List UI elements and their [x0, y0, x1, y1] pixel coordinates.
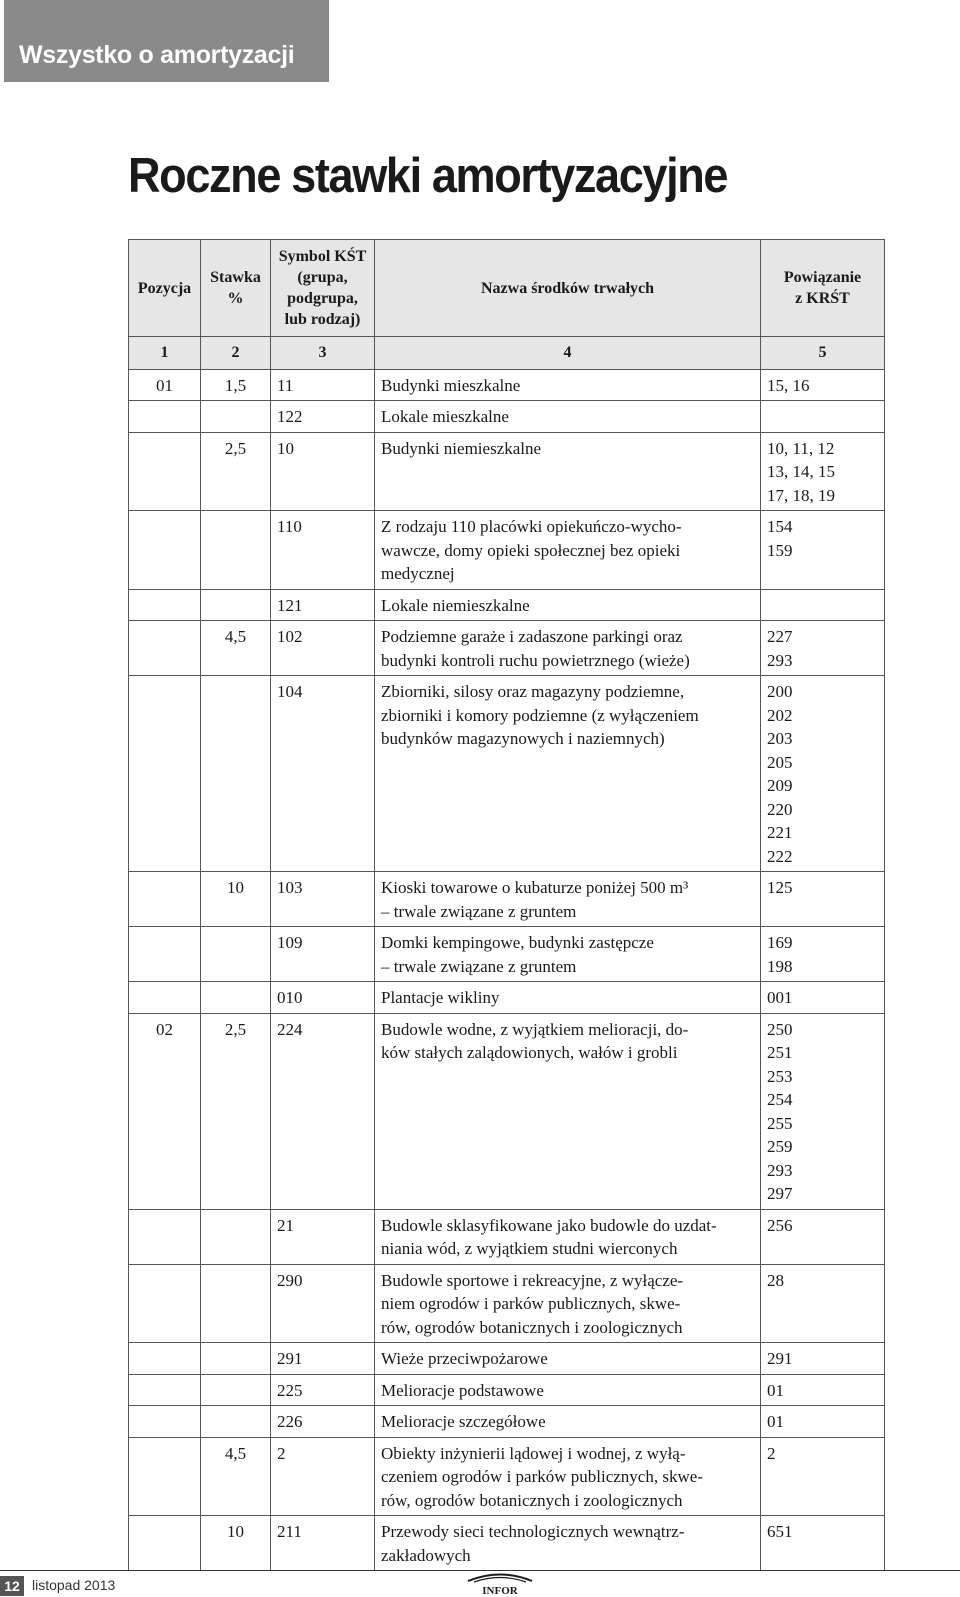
name-cell-line: rów, ogrodów botanicznych i zoologicznych [381, 1490, 683, 1510]
name-cell-line: Wieże przeciwpożarowe [381, 1349, 548, 1368]
relation-cell [761, 872, 885, 927]
symbol-cell: 290 [271, 1264, 375, 1343]
relation-cell-line: 255 [767, 1113, 793, 1133]
name-cell-line: Kioski towarowe o kubaturze poniżej 500 m³ [381, 878, 689, 897]
page-number: 12 [0, 1576, 24, 1596]
rate-cell: 4,5 [201, 1437, 271, 1516]
position-cell [129, 927, 201, 982]
rate-cell: 4,5 [201, 621, 271, 676]
position-cell [129, 1406, 201, 1438]
rate-cell [201, 1406, 271, 1438]
name-cell [375, 511, 761, 590]
position-cell: 01 [129, 369, 201, 401]
rate-cell [201, 1209, 271, 1264]
name-cell [375, 982, 761, 1014]
relation-cell-line: 250 [767, 1019, 793, 1039]
position-cell: 02 [129, 1013, 201, 1209]
relation-cell-line: 13, 14, 15 [767, 462, 835, 481]
relation-cell-line: 154 [767, 517, 793, 536]
relation-cell-line: 125 [767, 878, 793, 897]
name-cell-line: czeniem ogrodów i parków publicznych, skwe- [381, 1467, 703, 1486]
position-cell [129, 1209, 201, 1264]
relation-cell [761, 1013, 885, 1209]
name-cell-line: Lokale mieszkalne [381, 407, 509, 426]
column-number: 3 [271, 337, 375, 370]
name-cell-line: Melioracje szczegółowe [381, 1412, 546, 1431]
name-cell-line: Budynki mieszkalne [381, 375, 521, 395]
symbol-cell: 224 [271, 1013, 375, 1209]
relation-cell [761, 982, 885, 1014]
column-number-row [129, 337, 885, 370]
relation-cell [761, 1209, 885, 1264]
section-tab [4, 0, 329, 82]
symbol-cell: 109 [271, 927, 375, 982]
name-cell [375, 1209, 761, 1264]
relation-cell [761, 1374, 885, 1406]
column-number: 1 [129, 337, 201, 370]
header-stawka: Stawka % [201, 240, 271, 337]
symbol-cell: 102 [271, 621, 375, 676]
relation-cell-line: 200 [767, 682, 793, 701]
table-row [129, 1209, 885, 1264]
position-cell [129, 1437, 201, 1516]
relation-cell-line: 2 [767, 1443, 776, 1463]
name-cell [375, 1013, 761, 1209]
table-body [129, 369, 885, 1571]
symbol-cell: 10 [271, 432, 375, 511]
relation-cell-line: 256 [767, 1215, 793, 1235]
name-cell-line: niania wód, z wyjątkiem studni wierconych [381, 1239, 678, 1258]
rate-cell [201, 676, 271, 872]
issue-date: listopad 2013 [32, 1577, 116, 1593]
header-powiazanie: Powiązanie z KRŚT [761, 240, 885, 337]
name-cell-line: niem ogrodów i parków publicznych, skwe- [381, 1294, 681, 1313]
name-cell-line: wawcze, domy opieki społecznej bez opieki [381, 540, 681, 560]
table-row [129, 432, 885, 511]
name-cell-line: ków stałych zalądowionych, wałów i grobli [381, 1043, 678, 1062]
relation-cell-line: 293 [767, 650, 793, 670]
relation-cell [761, 676, 885, 872]
name-cell [375, 1406, 761, 1438]
name-cell-line: Zbiorniki, silosy oraz magazyny podziemne, [381, 682, 685, 701]
symbol-cell: 291 [271, 1343, 375, 1375]
name-cell [375, 401, 761, 433]
relation-cell-line: 17, 18, 19 [767, 485, 835, 505]
rate-cell [201, 511, 271, 590]
position-cell [129, 511, 201, 590]
table-row [129, 1374, 885, 1406]
table-row [129, 621, 885, 676]
table-header-row [129, 240, 885, 337]
rate-cell [201, 1264, 271, 1343]
relation-cell-line: 259 [767, 1137, 793, 1156]
rate-cell: 2,5 [201, 1013, 271, 1209]
symbol-cell: 21 [271, 1209, 375, 1264]
relation-cell-line: 10, 11, 12 [767, 438, 835, 458]
name-cell [375, 589, 761, 621]
relation-cell-line: 202 [767, 705, 793, 725]
relation-cell-line: 222 [767, 846, 793, 866]
name-cell-line: budynki kontroli ruchu powietrznego (wieże) [381, 650, 690, 670]
column-number: 2 [201, 337, 271, 370]
symbol-cell: 121 [271, 589, 375, 621]
name-cell [375, 872, 761, 927]
rate-cell: 10 [201, 1516, 271, 1571]
column-number: 5 [761, 337, 885, 370]
table-row [129, 511, 885, 590]
relation-cell-line: 198 [767, 956, 793, 976]
logo-text: INFOR [482, 1585, 518, 1596]
relation-cell-line: 203 [767, 729, 793, 748]
position-cell [129, 1264, 201, 1343]
table-row [129, 1264, 885, 1343]
relation-cell-line: 159 [767, 540, 793, 560]
table-row [129, 1437, 885, 1516]
name-cell-line: – trwale związane z gruntem [381, 956, 577, 976]
header-symbol: Symbol KŚT (grupa, podgrupa, lub rodzaj) [271, 240, 375, 337]
relation-cell-line: 297 [767, 1184, 793, 1203]
name-cell [375, 676, 761, 872]
name-cell-line: Budowle wodne, z wyjątkiem melioracji, do- [381, 1019, 689, 1039]
symbol-cell: 211 [271, 1516, 375, 1571]
table-row [129, 872, 885, 927]
relation-cell [761, 1406, 885, 1438]
name-cell-line: Budowle sklasyfikowane jako budowle do uzdat- [381, 1215, 717, 1235]
rate-cell [201, 401, 271, 433]
relation-cell-line: 28 [767, 1270, 784, 1290]
relation-cell [761, 511, 885, 590]
table-row [129, 1516, 885, 1571]
page-title: Roczne stawki amortyzacyjne [128, 149, 728, 203]
symbol-cell: 110 [271, 511, 375, 590]
relation-cell-line: 253 [767, 1066, 793, 1086]
name-cell [375, 1374, 761, 1406]
table-row [129, 369, 885, 401]
relation-cell-line: 221 [767, 823, 793, 842]
relation-cell [761, 401, 885, 433]
name-cell-line: Domki kempingowe, budynki zastępcze [381, 933, 654, 952]
relation-cell-line: 169 [767, 933, 793, 952]
symbol-cell: 2 [271, 1437, 375, 1516]
rate-cell: 10 [201, 872, 271, 927]
relation-cell-line: 227 [767, 627, 793, 646]
name-cell [375, 1264, 761, 1343]
name-cell-line: Budynki niemieszkalne [381, 438, 542, 458]
relation-cell [761, 1264, 885, 1343]
header-nazwa: Nazwa środków trwałych [375, 240, 761, 337]
position-cell [129, 1343, 201, 1375]
name-cell-line: zakładowych [381, 1545, 471, 1565]
name-cell-line: Melioracje podstawowe [381, 1380, 544, 1400]
table-row [129, 927, 885, 982]
rate-cell: 1,5 [201, 369, 271, 401]
symbol-cell: 103 [271, 872, 375, 927]
name-cell-line: Obiekty inżynierii lądowej i wodnej, z wyłą- [381, 1443, 686, 1463]
symbol-cell: 104 [271, 676, 375, 872]
position-cell [129, 589, 201, 621]
name-cell-line: medycznej [381, 564, 455, 583]
name-cell [375, 1343, 761, 1375]
name-cell [375, 432, 761, 511]
name-cell [375, 927, 761, 982]
relation-cell-line: 15, 16 [767, 375, 810, 395]
position-cell [129, 676, 201, 872]
name-cell-line: Przewody sieci technologicznych wewnątrz- [381, 1522, 685, 1541]
rate-cell [201, 927, 271, 982]
table-row [129, 589, 885, 621]
relation-cell [761, 621, 885, 676]
relation-cell-line: 01 [767, 1380, 784, 1400]
relation-cell [761, 589, 885, 621]
table-row [129, 1343, 885, 1375]
table-row [129, 401, 885, 433]
position-cell [129, 982, 201, 1014]
position-cell [129, 872, 201, 927]
table-row [129, 1013, 885, 1209]
relation-cell-line: 209 [767, 776, 793, 795]
symbol-cell: 122 [271, 401, 375, 433]
column-number: 4 [375, 337, 761, 370]
infor-logo [462, 1572, 538, 1596]
relation-cell-line: 293 [767, 1160, 793, 1180]
relation-cell-line: 291 [767, 1349, 793, 1368]
name-cell-line: zbiorniki i komory podziemne (z wyłączeniem [381, 705, 699, 725]
header-pozycja: Pozycja [129, 240, 201, 337]
name-cell-line: Lokale niemieszkalne [381, 595, 530, 615]
relation-cell-line: 220 [767, 799, 793, 819]
table-row [129, 676, 885, 872]
name-cell [375, 621, 761, 676]
relation-cell [761, 927, 885, 982]
relation-cell [761, 1437, 885, 1516]
name-cell-line: Z rodzaju 110 placówki opiekuńczo-wycho- [381, 517, 682, 536]
name-cell-line: Plantacje wikliny [381, 988, 500, 1007]
name-cell-line: budynków magazynowych i naziemnych) [381, 729, 665, 748]
rate-cell [201, 589, 271, 621]
relation-cell [761, 432, 885, 511]
table-row [129, 982, 885, 1014]
relation-cell-line: 001 [767, 988, 793, 1007]
relation-cell-line: 651 [767, 1522, 793, 1541]
position-cell [129, 1516, 201, 1571]
rate-cell: 2,5 [201, 432, 271, 511]
table-row [129, 1406, 885, 1438]
position-cell [129, 1374, 201, 1406]
footer-rule [0, 1570, 960, 1571]
relation-cell [761, 1516, 885, 1571]
name-cell [375, 369, 761, 401]
name-cell-line: – trwale związane z gruntem [381, 901, 577, 921]
symbol-cell: 010 [271, 982, 375, 1014]
logo-arc-inner [474, 1578, 526, 1583]
rates-table [128, 239, 885, 1571]
relation-cell-line: 251 [767, 1043, 793, 1062]
position-cell [129, 432, 201, 511]
name-cell-line: Budowle sportowe i rekreacyjne, z wyłącze- [381, 1270, 684, 1290]
rate-cell [201, 1343, 271, 1375]
relation-cell-line: 205 [767, 752, 793, 772]
symbol-cell: 11 [271, 369, 375, 401]
relation-cell [761, 369, 885, 401]
rate-cell [201, 1374, 271, 1406]
name-cell-line: Podziemne garaże i zadaszone parkingi oraz [381, 627, 683, 646]
symbol-cell: 225 [271, 1374, 375, 1406]
rate-cell [201, 982, 271, 1014]
position-cell [129, 401, 201, 433]
section-tab-label: Wszystko o amortyzacji [19, 41, 295, 69]
name-cell-line: rów, ogrodów botanicznych i zoologicznych [381, 1317, 683, 1337]
name-cell [375, 1516, 761, 1571]
relation-cell [761, 1343, 885, 1375]
relation-cell-line: 254 [767, 1090, 793, 1109]
name-cell [375, 1437, 761, 1516]
position-cell [129, 621, 201, 676]
symbol-cell: 226 [271, 1406, 375, 1438]
relation-cell-line: 01 [767, 1412, 784, 1431]
